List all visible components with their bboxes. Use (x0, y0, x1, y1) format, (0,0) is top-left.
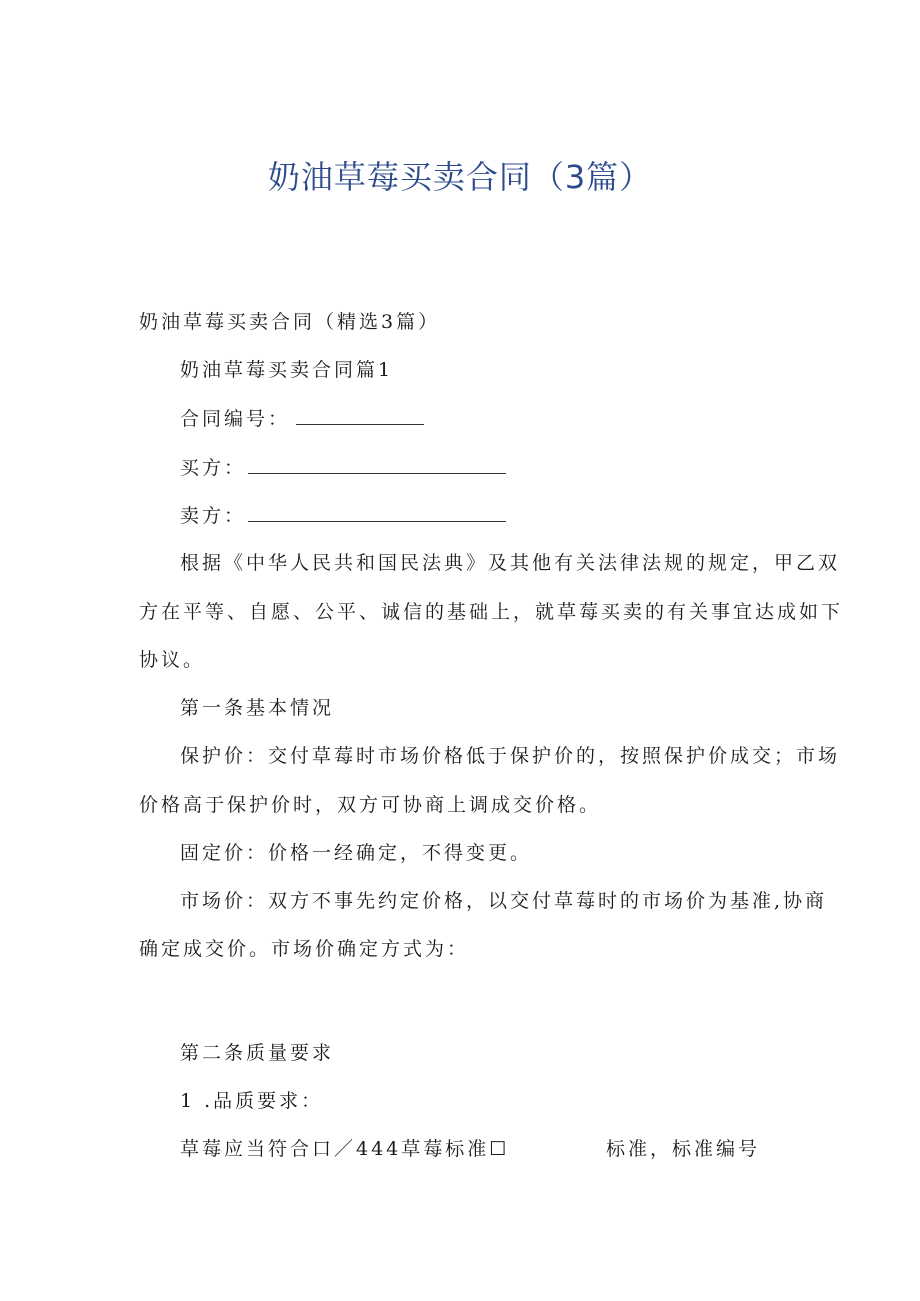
article-1-heading: 第一条基本情况 (180, 697, 335, 719)
contract-number-blank (296, 406, 424, 425)
seller-line (180, 503, 506, 528)
article-2-heading: 第二条质量要求 (180, 1042, 335, 1064)
fixed-price-line: 固定价：价格一经确定，不得变更。 (180, 842, 533, 864)
contract-number-line (180, 406, 424, 431)
intro-line-2: 方在平等、自愿、公平、诚信的基础上，就草莓买卖的有关事宜达成如下 (139, 601, 844, 623)
market-price-line-1: 市场价：双方不事先约定价格，以交付草莓时的市场价为基准,协商 (180, 890, 828, 912)
buyer-blank (248, 455, 506, 474)
part-heading: 奶油草莓买卖合同篇1 (180, 359, 394, 381)
contract-number-label: 合同编号： (180, 408, 291, 430)
intro-line-1: 根据《中华人民共和国民法典》及其他有关法律法规的规定，甲乙双 (180, 552, 841, 574)
document-subtitle: 奶油草莓买卖合同（精选3篇） (139, 311, 441, 333)
seller-blank (248, 503, 506, 522)
seller-label: 卖方： (180, 505, 247, 527)
standard-line-left: 草莓应当符合口／444草莓标准☐ (180, 1138, 510, 1160)
buyer-label: 买方： (180, 457, 247, 479)
protect-price-line-2: 价格高于保护价时，双方可协商上调成交价格。 (139, 794, 602, 816)
quality-item: 1 .品质要求： (180, 1090, 324, 1112)
document-title: 奶油草莓买卖合同（3篇） (267, 158, 653, 196)
buyer-line (180, 455, 506, 480)
standard-line-right: 标准，标准编号 (606, 1138, 761, 1160)
intro-line-3: 协议。 (139, 649, 206, 671)
market-price-line-2: 确定成交价。市场价确定方式为： (139, 938, 470, 960)
protect-price-line-1: 保护价：交付草莓时市场价格低于保护价的，按照保护价成交；市场 (180, 745, 841, 767)
